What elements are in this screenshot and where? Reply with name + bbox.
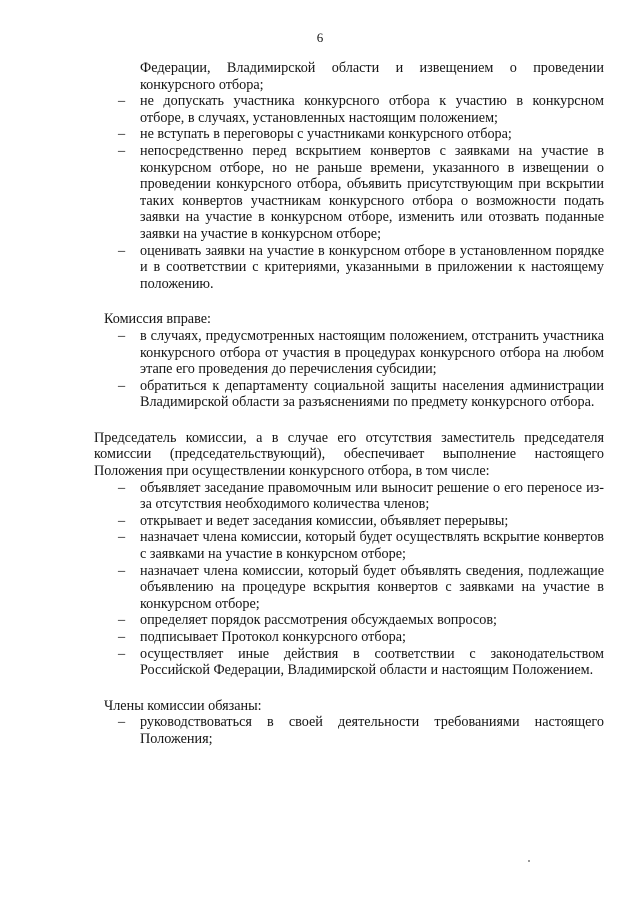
intro-continuation: Федерации, Владимирской области и извещением о проведении конкурсного отбора; (140, 60, 604, 93)
page-number: 6 (316, 30, 324, 45)
dash-icon: – (118, 645, 126, 662)
rights-list (104, 328, 604, 411)
dash-icon: – (118, 377, 126, 394)
document-body (94, 60, 604, 748)
dash-icon: – (118, 142, 126, 159)
list-item: – объявляет заседание правомочным или выносит решение о его переносе из-за отсутствия необходимого количества членов; (118, 479, 604, 513)
list-item: – непосредственно перед вскрытием конвертов с заявками на участие в конкурсном отборе, но не раньше времени, указанного в извещении о проведении конкурсного отбора, объявить присутствующим при вскрытии таких конвертов участникам конкурсного отбора о возможности подать заявки на участие в конкурсном отборе, изменить или отозвать поданные заявки на участие в конкурсном отборе; (118, 142, 604, 242)
list-item: – в случаях, предусмотренных настоящим положением, отстранить участника конкурсного отбора от участия в процедурах конкурсного отбора на любом этапе его проведения до перечисления субсидии; (118, 327, 604, 378)
chair-paragraph: Председатель комиссии, а в случае его отсутствия заместитель председателя комиссии (председательствующий), обеспечивает выполнение настоящего Положения при осуществлении конкурсного отбора, в том числе: (94, 429, 604, 480)
dash-icon: – (118, 562, 126, 579)
dash-icon: – (118, 512, 126, 529)
list-item: – осуществляет иные действия в соответствии с законодательством Российской Федерации, Владимирской области и настоящим Положением. (118, 645, 604, 679)
chair-list (104, 480, 604, 679)
members-list (104, 714, 604, 747)
dash-icon: – (118, 529, 126, 546)
dash-icon: – (118, 612, 126, 629)
dash-icon: – (118, 93, 126, 110)
dash-icon: – (118, 126, 126, 143)
dash-icon: – (118, 327, 126, 344)
dash-icon: – (118, 629, 126, 645)
list-item: – оценивать заявки на участие в конкурсном отборе в установленном порядке и в соответствии с критериями, указанными в приложении к настоящему положению. (118, 242, 604, 292)
dash-icon: – (118, 242, 126, 259)
rights-heading: Комиссия вправе: (104, 311, 211, 328)
list-item: – не допускать участника конкурсного отбора к участию в конкурсном отборе, в случаях, установленных настоящим положением; (118, 93, 604, 126)
list-item: – определяет порядок рассмотрения обсуждаемых вопросов; (118, 612, 497, 629)
list-item: – обратиться к департаменту социальной защиты населения администрации Владимирской области за разъяснениями по предмету конкурсного отбора. (118, 377, 604, 411)
duties-list (104, 93, 604, 292)
list-item: – назначает члена комиссии, который будет осуществлять вскрытие конвертов с заявками на участие в конкурсном отборе; (118, 529, 604, 563)
scan-speck (528, 860, 530, 862)
list-item: – подписывает Протокол конкурсного отбора; (118, 629, 406, 645)
dash-icon: – (118, 479, 126, 496)
list-item: – руководствоваться в своей деятельности требованиями настоящего Положения; (118, 714, 604, 747)
list-item: – не вступать в переговоры с участниками конкурсного отбора; (118, 126, 512, 143)
list-item: – назначает члена комиссии, который будет объявлять сведения, подлежащие объявлению на процедуре вскрытия конвертов с заявками на участие в конкурсном отборе; (118, 562, 604, 612)
list-item: – открывает и ведет заседания комиссии, объявляет перерывы; (118, 512, 509, 529)
members-heading: Члены комиссии обязаны: (104, 697, 262, 714)
dash-icon: – (118, 714, 126, 731)
